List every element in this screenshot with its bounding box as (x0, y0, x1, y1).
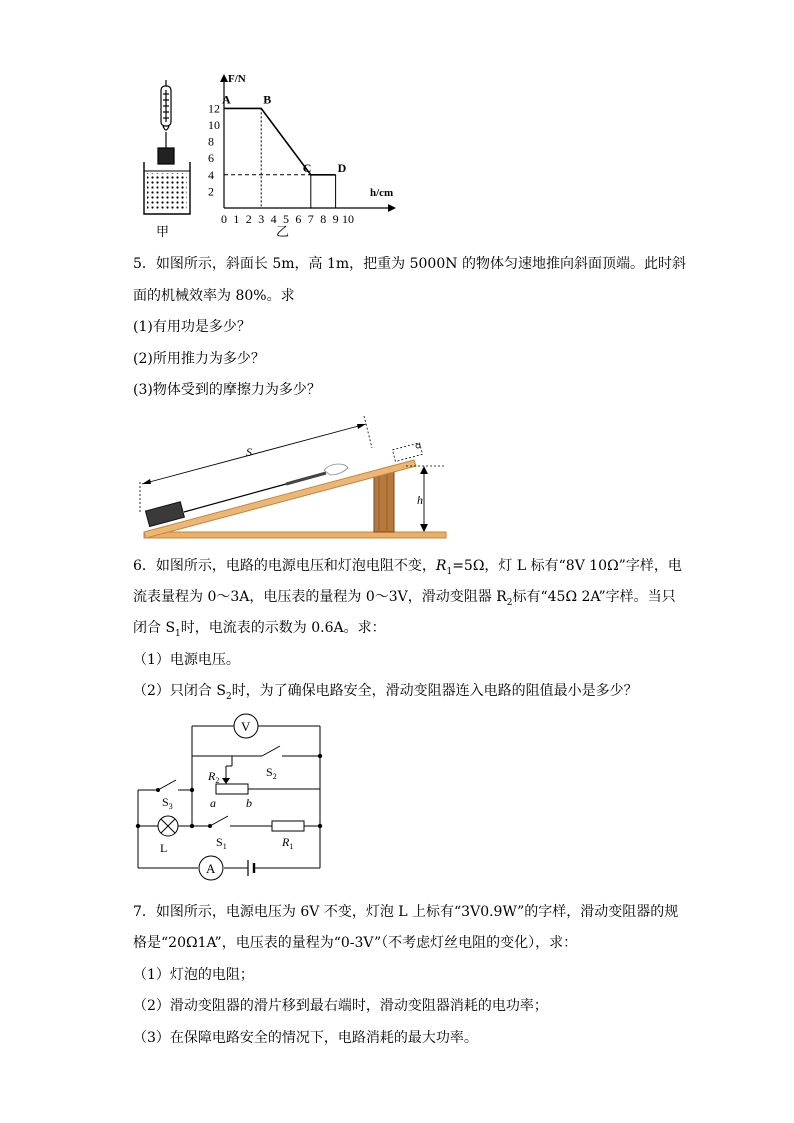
label-l: L (160, 841, 168, 855)
y-tick-label: 12 (208, 101, 220, 116)
water-beaker (144, 162, 190, 214)
q7-sub3: （3）在保障电路安全的情况下，电路消耗的最大功率。 (133, 1030, 478, 1046)
q5-sub1: (1)有用功是多少？ (133, 319, 251, 335)
x-tick-label: 3 (258, 212, 265, 226)
svg-text:S2 (266, 765, 277, 781)
q6-line1-a: 6．如图所示，电路的电源电压和灯泡电阻不变， (133, 558, 436, 574)
x-tick-label: 9 (332, 212, 339, 226)
q6-line3-b: 时，电流表的示数为 0.6A。求： (180, 620, 386, 636)
q6-line2 (133, 587, 676, 613)
label-r2-sub: 2 (215, 776, 220, 785)
force-curve (224, 108, 336, 174)
x-tick-label: 8 (320, 212, 327, 226)
voltmeter-label: V (241, 719, 251, 734)
label-jia: 甲 (156, 224, 170, 239)
y-tick-label: 10 (208, 118, 220, 132)
label-yi: 乙 (276, 224, 290, 239)
spring-scale (158, 80, 174, 164)
label-r1: R (282, 835, 290, 849)
point-label-a: A (222, 92, 231, 107)
q6-sub2 (133, 681, 638, 707)
x-tick-label: 0 (221, 212, 227, 226)
q7-line2: 格是“20Ω1A”，电压表的量程为“0-3V”（不考虑灯丝电阻的变化），求： (133, 935, 578, 951)
figure-spring-scale-graph (130, 70, 400, 242)
y-tick-label: 6 (208, 151, 214, 166)
q6-line3 (133, 618, 386, 644)
q6-line2-b: 标有“45Ω 2A”字样。当只 (512, 589, 676, 605)
x-tick-label: 2 (245, 212, 252, 226)
q6-r1-sub: 1 (446, 566, 453, 577)
label-a: a (210, 796, 216, 810)
q7-sub1: （1）灯泡的电阻； (133, 967, 254, 983)
x-axis-label: h/cm (370, 187, 394, 199)
lamp-icon (158, 816, 178, 836)
q5-line1: 5．如图所示，斜面长 5m，高 1m，把重为 5000N 的物体匀速地推向斜面顶端。此时斜 (133, 256, 686, 272)
label-r2: R (208, 769, 216, 783)
label-s1: S (216, 835, 223, 849)
label-b: b (246, 796, 252, 810)
point-label-c: C (302, 160, 312, 175)
svg-text:S3 (162, 795, 173, 811)
q6-line2-a: 流表量程为 0～3A，电压表的量程为 0～3V，滑动变阻器 R (133, 589, 507, 605)
y-tick-label: 8 (208, 134, 214, 149)
force-height-graph (208, 73, 396, 226)
base-board (144, 532, 446, 538)
svg-text:R2 (207, 769, 219, 785)
q7-sub2: （2）滑动变阻器的滑片移到最右端时，滑动变阻器消耗的电功率； (133, 998, 548, 1014)
label-s2: S (266, 765, 273, 779)
point-label-b: B (263, 92, 272, 107)
ammeter-label: A (206, 861, 216, 876)
x-tick-label: 4 (270, 212, 277, 226)
q5-sub3: (3)物体受到的摩擦力为多少？ (133, 382, 321, 398)
point-label-d: D (337, 160, 347, 175)
label-s3: S (162, 795, 169, 809)
hand-icon (324, 464, 348, 475)
y-axis-label: F/N (228, 73, 246, 85)
label-s1-sub: 1 (222, 842, 227, 851)
incline-figure (136, 408, 456, 544)
label-h: h (417, 493, 423, 507)
svg-text:S1 (216, 835, 227, 851)
x-tick-label: 1 (233, 212, 240, 226)
q5-sub2: (2)所用推力为多少？ (133, 351, 265, 367)
y-tick-label: 4 (208, 167, 214, 182)
svg-text:R1 (281, 835, 293, 851)
y-tick-label: 2 (208, 184, 214, 199)
q6-s1-sub: 1 (175, 628, 181, 639)
q6-sub1: （1）电源电压。 (133, 652, 240, 668)
label-s2-sub: 2 (272, 772, 277, 781)
circuit-diagram-q6 (130, 710, 330, 888)
q6-r2-sub: 2 (506, 597, 513, 608)
q5-line2: 面的机械效率为 80%。求 (133, 288, 295, 304)
q6-sub2-a: （2）只闭合 S (133, 683, 226, 699)
wood-block (374, 472, 394, 532)
q6-line1 (133, 556, 682, 582)
q6-line3-a: 闭合 S (133, 620, 176, 636)
q6-r1-symbol: R (435, 558, 447, 574)
x-tick-label: 10 (342, 212, 354, 226)
q6-sub2-b: 时，为了确保电路安全，滑动变阻器连入电路的阻值最小是多少？ (231, 683, 638, 699)
q6-s2-sub: 2 (225, 691, 232, 702)
label-s: S (246, 445, 252, 459)
x-tick-label: 5 (283, 212, 289, 226)
x-tick-label: 6 (295, 212, 302, 226)
q7-line1: 7．如图所示，电源电压为 6V 不变，灯泡 L 上标有“3V0.9W”的字样，滑动变阻器的规 (133, 904, 679, 920)
q6-line1-b: =5Ω，灯 L 标有“8V 10Ω”字样，电 (452, 558, 682, 574)
label-s3-sub: 3 (168, 802, 173, 811)
x-tick-label: 7 (307, 212, 314, 226)
label-r1-sub: 1 (289, 842, 294, 851)
